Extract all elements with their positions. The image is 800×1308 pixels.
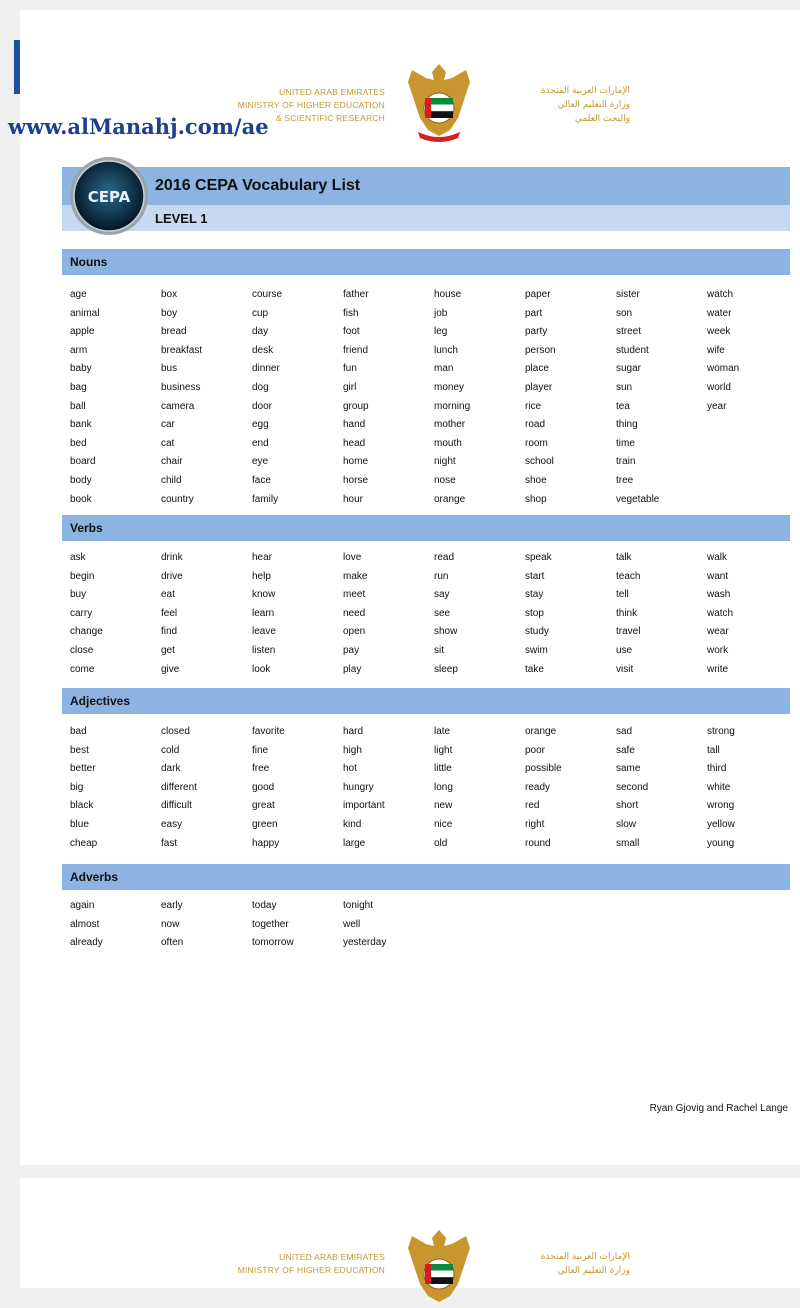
ministry-name-english — [215, 1251, 385, 1277]
vocab-word: blue — [70, 818, 89, 830]
vocab-word: together — [252, 918, 289, 930]
vocab-word: egg — [252, 419, 269, 431]
ministry-name-arabic — [490, 84, 630, 126]
vocab-word: black — [70, 800, 94, 812]
vocab-word: strong — [707, 726, 735, 737]
vocab-word: head — [343, 437, 366, 449]
vocab-word: course — [252, 289, 283, 300]
vocab-word: hard — [343, 726, 364, 737]
vocab-word: tree — [616, 474, 634, 486]
vocab-word: sugar — [616, 363, 642, 375]
uae-emblem-icon — [404, 60, 474, 142]
vocab-word: friend — [343, 344, 369, 356]
author-credit: Ryan Gjovig and Rachel Lange — [649, 1103, 788, 1114]
document-level: LEVEL 1 — [155, 211, 208, 226]
vocab-word: woman — [707, 363, 740, 375]
vocab-word: eat — [161, 589, 175, 601]
ministry-ar-line: وزارة التعليم العالي — [557, 1266, 630, 1276]
cepa-logo-text: CEPA — [87, 188, 131, 206]
uae-emblem-icon — [404, 1226, 474, 1308]
vocab-word: cat — [161, 437, 175, 449]
vocab-word: short — [616, 800, 639, 812]
vocab-word: shop — [525, 493, 547, 505]
vocab-word: man — [434, 363, 454, 375]
vocab-word: stop — [525, 607, 544, 619]
vocab-word: car — [161, 419, 175, 431]
vocab-word: close — [70, 644, 94, 656]
vocab-word: body — [70, 474, 92, 486]
vocab-word: teach — [616, 570, 641, 582]
vocab-word: right — [525, 818, 545, 830]
section-title: Verbs — [70, 521, 103, 535]
vocab-word: young — [707, 837, 735, 849]
cepa-logo-icon — [68, 153, 150, 239]
vocab-word — [434, 934, 525, 953]
ministry-en-line: & SCIENTIFIC RESEARCH — [275, 113, 385, 123]
vocab-word: again — [70, 900, 95, 911]
vocab-word: give — [161, 663, 180, 675]
vocab-word: student — [616, 344, 649, 356]
vocab-word: job — [434, 307, 448, 319]
vocab-word — [707, 472, 798, 491]
vocab-word: time — [616, 437, 635, 449]
vocab-word: already — [70, 937, 103, 949]
vocab-word: kind — [343, 818, 362, 830]
vocab-word — [434, 916, 525, 935]
vocab-word: fish — [343, 307, 359, 319]
vocab-word: make — [343, 570, 368, 582]
vocab-word: orange — [525, 726, 557, 737]
vocab-word: pay — [343, 644, 360, 656]
vocab-word: world — [707, 381, 731, 393]
vocab-word: small — [616, 837, 640, 849]
vocab-word: box — [161, 289, 178, 300]
vocab-word: large — [343, 837, 366, 849]
vocab-word — [616, 934, 707, 953]
vocab-word — [707, 916, 798, 935]
vocab-word: easy — [161, 818, 183, 830]
vocab-word: dinner — [252, 363, 280, 375]
vocab-word: age — [70, 289, 87, 300]
vocab-word: change — [70, 626, 103, 638]
vocab-word: group — [343, 400, 369, 412]
vocab-word: bed — [70, 437, 87, 449]
vocab-word: school — [525, 456, 554, 468]
vocab-word: important — [343, 800, 385, 812]
vocab-word: hand — [343, 419, 366, 431]
vocab-word: old — [434, 837, 448, 849]
vocab-word: high — [343, 744, 362, 756]
ministry-ar-line: الإمارات العربية المتحدة — [540, 1252, 630, 1262]
section-header-verbs — [62, 515, 790, 541]
vocab-word: learn — [252, 607, 275, 619]
vocab-word: nose — [434, 474, 456, 486]
vocab-word: want — [707, 570, 729, 582]
vocab-word: almost — [70, 918, 100, 930]
vocab-word: mother — [434, 419, 466, 431]
vocab-word — [525, 934, 616, 953]
vocab-word: water — [707, 307, 732, 319]
vocab-word: long — [434, 781, 453, 793]
vocab-word: write — [707, 663, 729, 675]
vocab-word: boy — [161, 307, 178, 319]
vocab-word: run — [434, 570, 449, 582]
ministry-ar-line: الإمارات العربية المتحدة — [540, 86, 630, 96]
vocab-word: know — [252, 589, 276, 601]
section-title: Adjectives — [70, 694, 131, 708]
word-grid-adjectives — [70, 723, 790, 853]
ministry-name-arabic — [490, 1250, 630, 1278]
ministry-ar-line: والبحث العلمي — [574, 114, 630, 124]
vocab-word: open — [343, 626, 366, 638]
vocab-word: hour — [343, 493, 364, 505]
vocab-word: business — [161, 381, 201, 393]
vocab-word: nice — [434, 818, 453, 830]
vocab-word: big — [70, 781, 84, 793]
section-header-adjectives — [62, 688, 790, 714]
vocab-word: yesterday — [343, 937, 387, 949]
vocab-word: cheap — [70, 837, 98, 849]
vocab-word: fine — [252, 744, 269, 756]
vocab-word: great — [252, 800, 275, 812]
vocab-word: stay — [525, 589, 544, 601]
vocab-word: ask — [70, 552, 86, 563]
ministry-ar-line: وزارة التعليم العالي — [557, 100, 630, 110]
vocab-word: closed — [161, 726, 190, 737]
vocab-word: help — [252, 570, 271, 582]
vocab-word: fast — [161, 837, 178, 849]
vocab-word: dark — [161, 763, 181, 775]
vocab-word: round — [525, 837, 551, 849]
vocab-word — [434, 897, 525, 916]
vocab-word: foot — [343, 326, 360, 338]
vocab-word: bus — [161, 363, 178, 375]
vocab-word: vegetable — [616, 493, 660, 505]
section-header-adverbs — [62, 864, 790, 890]
vocab-word: end — [252, 437, 269, 449]
vocab-word: wear — [707, 626, 729, 638]
vocab-word — [707, 453, 798, 472]
vocab-word: person — [525, 344, 556, 356]
vocab-word: board — [70, 456, 96, 468]
vocab-word: look — [252, 663, 271, 675]
vocab-word: paper — [525, 289, 551, 300]
vocab-word: third — [707, 763, 727, 775]
vocab-word: morning — [434, 400, 471, 412]
vocab-word: orange — [434, 493, 466, 505]
vocab-word: bread — [161, 326, 187, 338]
vocab-word — [707, 897, 798, 916]
vocab-word: money — [434, 381, 465, 393]
vocab-word: player — [525, 381, 553, 393]
vocab-word: say — [434, 589, 450, 601]
vocab-word: leave — [252, 626, 276, 638]
vocab-word: week — [707, 326, 731, 338]
vocab-word: work — [707, 644, 729, 656]
vocab-word: hungry — [343, 781, 374, 793]
vocab-word: meet — [343, 589, 366, 601]
vocab-word: use — [616, 644, 633, 656]
vocab-word: poor — [525, 744, 546, 756]
vocab-word: rice — [525, 400, 542, 412]
vocab-word: play — [343, 663, 362, 675]
vocab-word: home — [343, 456, 369, 468]
vocab-word — [525, 916, 616, 935]
vocab-word: speak — [525, 552, 552, 563]
vocab-word: shoe — [525, 474, 547, 486]
vocab-word: watch — [707, 289, 734, 300]
vocab-word: visit — [616, 663, 634, 675]
vocab-word: cold — [161, 744, 180, 756]
vocab-word — [707, 491, 798, 510]
vocab-word: country — [161, 493, 194, 505]
vocab-word: breakfast — [161, 344, 203, 356]
vocab-word: well — [343, 918, 361, 930]
vocab-word: desk — [252, 344, 274, 356]
vocab-word: buy — [70, 589, 87, 601]
vocab-word: today — [252, 900, 277, 911]
vocab-word: wash — [707, 589, 731, 601]
vocab-word: dog — [252, 381, 269, 393]
vocab-word: sleep — [434, 663, 458, 675]
vocab-word: family — [252, 493, 279, 505]
ministry-en-line: UNITED ARAB EMIRATES — [279, 87, 385, 97]
vocab-word: sit — [434, 644, 444, 656]
vocab-word: cup — [252, 307, 269, 319]
vocab-word: yellow — [707, 818, 735, 830]
vocab-word — [707, 416, 798, 435]
vocab-word: green — [252, 818, 278, 830]
vocab-word: different — [161, 781, 197, 793]
vocab-word: horse — [343, 474, 369, 486]
vocab-word: show — [434, 626, 458, 638]
vocab-word: year — [707, 400, 727, 412]
vocab-word: love — [343, 552, 362, 563]
vocab-word: tall — [707, 744, 720, 756]
vocab-word — [616, 916, 707, 935]
vocab-word: red — [525, 800, 540, 812]
vocab-word: house — [434, 289, 462, 300]
vocab-word: ball — [70, 400, 86, 412]
vocab-word: tea — [616, 400, 630, 412]
vocab-word: white — [707, 781, 731, 793]
vocab-word: talk — [616, 552, 632, 563]
vocab-word: tonight — [343, 900, 374, 911]
vocab-word: take — [525, 663, 544, 675]
vocab-word: arm — [70, 344, 88, 356]
vocab-word: travel — [616, 626, 641, 638]
vocab-word — [616, 897, 707, 916]
section-title: Nouns — [70, 255, 108, 269]
vocab-word: tomorrow — [252, 937, 294, 949]
vocab-word: animal — [70, 307, 100, 319]
section-header-nouns — [62, 249, 790, 275]
vocab-word: possible — [525, 763, 562, 775]
vocab-word: wrong — [707, 800, 735, 812]
vocab-word: street — [616, 326, 642, 338]
vocab-word: hear — [252, 552, 273, 563]
vocab-word: new — [434, 800, 453, 812]
vocab-word: carry — [70, 607, 93, 619]
vocab-word: begin — [70, 570, 95, 582]
vocab-word: often — [161, 937, 184, 949]
vocab-word: safe — [616, 744, 635, 756]
vocab-word: apple — [70, 326, 95, 338]
vocab-word: night — [434, 456, 456, 468]
vocab-word: chair — [161, 456, 183, 468]
vocab-word: light — [434, 744, 453, 756]
vocab-word: bank — [70, 419, 92, 431]
vocab-word: swim — [525, 644, 548, 656]
vocab-word — [525, 897, 616, 916]
vocab-word: come — [70, 663, 95, 675]
vocab-word: door — [252, 400, 273, 412]
document-title: 2016 CEPA Vocabulary List — [155, 177, 361, 194]
vocab-word: train — [616, 456, 636, 468]
vocab-word: mouth — [434, 437, 462, 449]
vocab-word: day — [252, 326, 269, 338]
vocab-word: sun — [616, 381, 633, 393]
vocab-word: study — [525, 626, 549, 638]
vocab-word: difficult — [161, 800, 192, 812]
vocab-word: bag — [70, 381, 87, 393]
vocab-word: thing — [616, 419, 638, 431]
vocab-word: sad — [616, 726, 633, 737]
vocab-word: girl — [343, 381, 357, 393]
word-grid-adverbs — [70, 897, 790, 953]
ministry-en-line: UNITED ARAB EMIRATES — [279, 1252, 385, 1262]
vocab-word: tell — [616, 589, 629, 601]
vocab-word: eye — [252, 456, 269, 468]
word-grid-verbs — [70, 549, 790, 679]
vocab-word: watch — [707, 607, 734, 619]
vocab-word: little — [434, 763, 452, 775]
vocab-word: leg — [434, 326, 448, 338]
vocab-word: see — [434, 607, 451, 619]
vocab-word: drink — [161, 552, 183, 563]
vocab-word: get — [161, 644, 175, 656]
vocab-word: baby — [70, 363, 92, 375]
vocab-word: party — [525, 326, 548, 338]
vocab-word: child — [161, 474, 182, 486]
vocab-word: happy — [252, 837, 280, 849]
vocab-word: lunch — [434, 344, 458, 356]
vocab-word: road — [525, 419, 546, 431]
ministry-en-line: MINISTRY OF HIGHER EDUCATION — [237, 1265, 385, 1275]
vocab-word: sister — [616, 289, 640, 300]
vocab-word: face — [252, 474, 271, 486]
watermark-url: www.alManahj.com/ae — [8, 114, 269, 139]
vocab-word: feel — [161, 607, 178, 619]
vocab-word: hot — [343, 763, 357, 775]
vocab-word: second — [616, 781, 649, 793]
vocab-word: walk — [707, 552, 728, 563]
vocab-word: room — [525, 437, 548, 449]
vocab-word: late — [434, 726, 451, 737]
vocab-word: find — [161, 626, 178, 638]
vocab-word — [707, 435, 798, 454]
vocab-word: wife — [707, 344, 725, 356]
vocab-word: early — [161, 900, 183, 911]
vocab-word: best — [70, 744, 89, 756]
vocab-word — [707, 934, 798, 953]
vocab-word: camera — [161, 400, 195, 412]
vocab-word: need — [343, 607, 366, 619]
vocab-word: good — [252, 781, 275, 793]
vocab-word: bad — [70, 726, 87, 737]
ministry-en-line: MINISTRY OF HIGHER EDUCATION — [237, 100, 385, 110]
vocab-word: place — [525, 363, 549, 375]
vocab-word: think — [616, 607, 638, 619]
vocab-word: favorite — [252, 726, 285, 737]
vocab-word: better — [70, 763, 96, 775]
vocab-word: now — [161, 918, 180, 930]
vocab-word: slow — [616, 818, 637, 830]
vocab-word: ready — [525, 781, 551, 793]
vocab-word: same — [616, 763, 641, 775]
vocab-word: drive — [161, 570, 183, 582]
vocab-word: free — [252, 763, 270, 775]
vocab-word: start — [525, 570, 545, 582]
vocab-word: fun — [343, 363, 357, 375]
vocab-word: father — [343, 289, 369, 300]
vocab-word: listen — [252, 644, 276, 656]
vocab-word: book — [70, 493, 92, 505]
section-title: Adverbs — [70, 870, 119, 884]
vocab-word: read — [434, 552, 455, 563]
vocab-word: son — [616, 307, 633, 319]
vocab-word: part — [525, 307, 543, 319]
word-grid-nouns — [70, 286, 790, 509]
